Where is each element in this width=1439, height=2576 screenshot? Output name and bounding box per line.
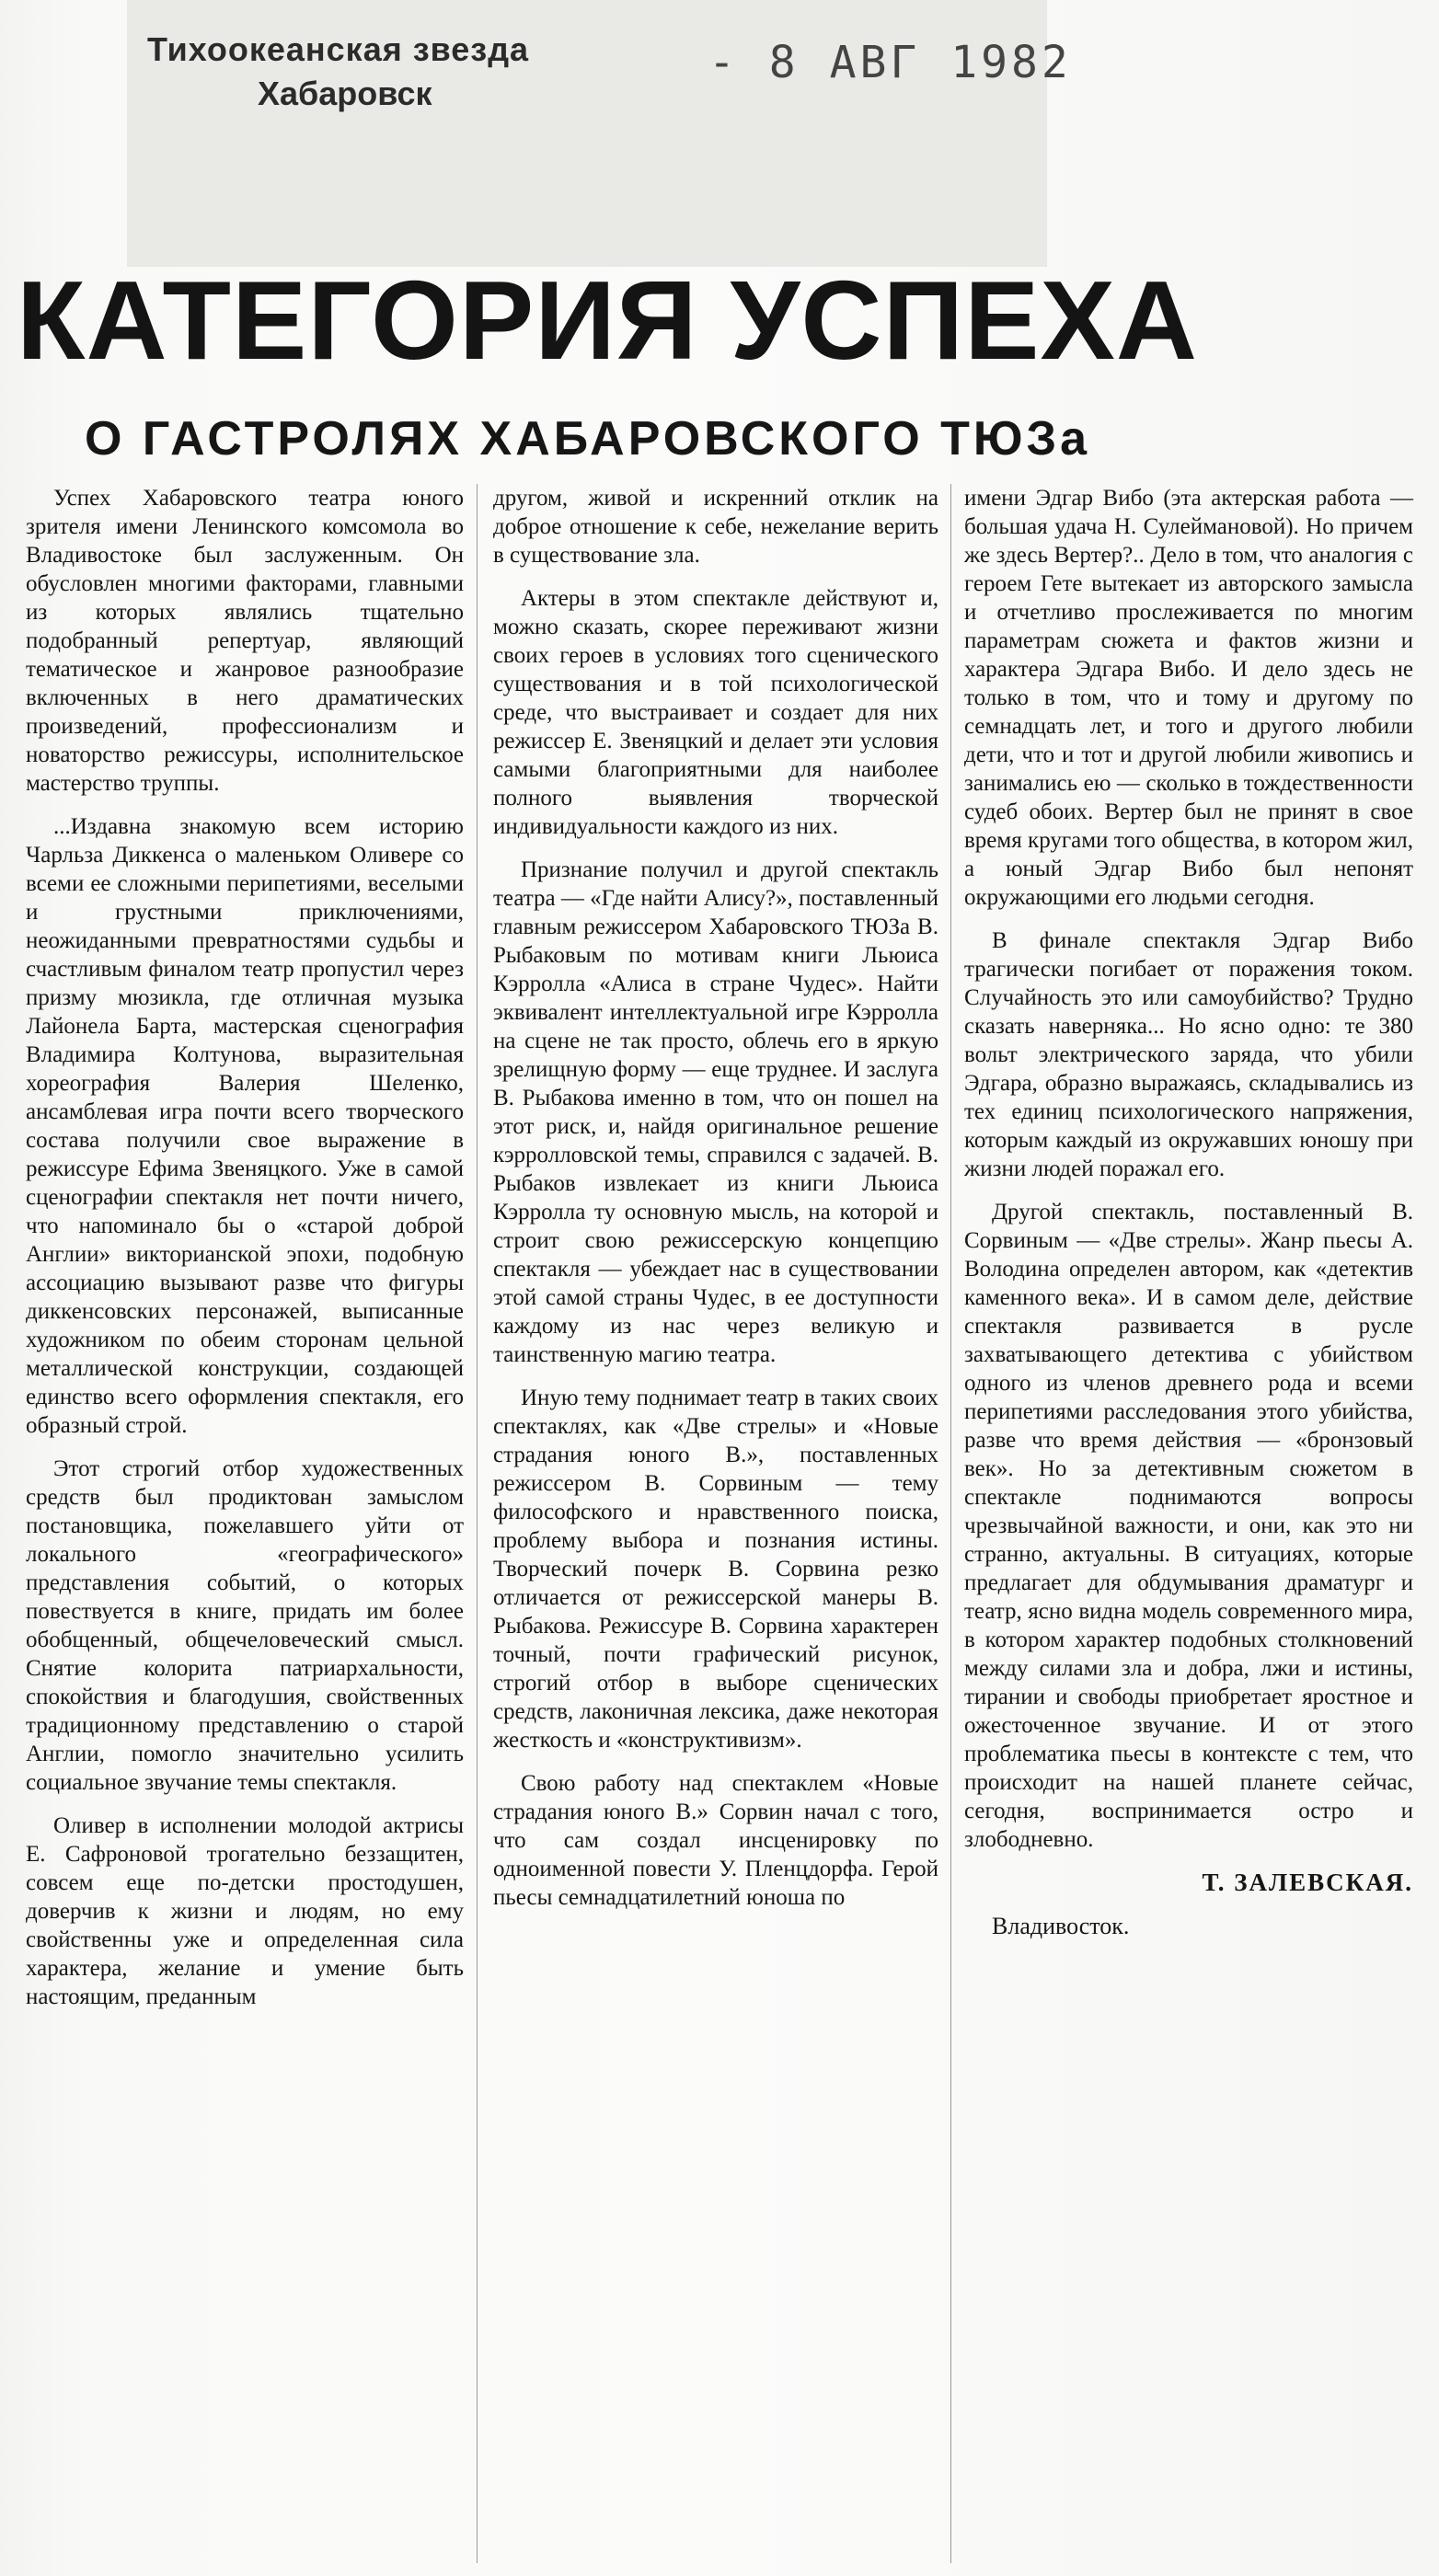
publication-date: - 8 АВГ 1982: [708, 37, 1072, 88]
article-headline: КАТЕГОРИЯ УСПЕХА: [17, 258, 1199, 383]
paragraph: Признание получил и другой спектакль театра — «Где найти Алису?», поставленный главным режиссером Хабаровского ТЮЗа В. Рыбаковым по мотивам книги Льюиса Кэрролла «Алиса в стране Чудес». Найти эквивалент интеллектуальной игре Кэрролла на сцене не так просто, облечь его в яркую зрелищную форму — еще труднее. И заслуга В. Рыбакова именно в том, что он пошел на этот риск, и, найдя оригинальное решение кэрролловской темы, справился с задачей. В. Рыбаков извлекает из книги Льюиса Кэрролла ту основную мысль, на которой и строит свою режиссерскую концепцию спектакля — убеждает нас в существовании этой самой страны Чудес, в ее доступности каждому из нас через великую и таинственную магию театра.: [493, 857, 938, 1367]
paragraph: Актеры в этом спектакле действуют и, можно сказать, скорее переживают жизни своих героев в условиях того сценического существования и в той психологической среде, что выстраивает и создает для них режиссер Е. Звеняцкий и делает эти условия самыми благоприятными для наиболее полного выявления творческой индивидуальности каждого из них.: [493, 586, 938, 839]
paragraph: Иную тему поднимает театр в таких своих спектаклях, как «Две стрелы» и «Новые страдания юного В.», поставленных режиссером В. Сорвиным — тему философского и нравственного поиска, проблему выбора и познания истины. Творческий почерк В. Сорвина резко отличается от режиссерской манеры В. Рыбакова. Режиссуре В. Сорвина характерен точный, почти графический рисунок, строгий отбор в выборе сценических средств, лаконичная лексика, даже некоторая жесткость и «конструктивизм».: [493, 1386, 938, 1753]
paragraph: В финале спектакля Эдгар Вибо трагически погибает от поражения током. Случайность это или самоубийство? Трудно сказать наверняка... Но ясно одно: те 380 вольт электрического заряда, что убили Эдгара, образно выражаясь, складывались из тех единиц психологического напряжения, которым каждый из окружавших юношу при жизни людей поражал его.: [964, 928, 1413, 1181]
article-column-2: [493, 484, 938, 1926]
column-divider: [950, 484, 951, 2563]
paragraph: Свою работу над спектаклем «Новые страдания юного В.» Сорвин начал с того, что сам создал инсценировку по одноименной повести У. Пленцдорфа. Герой пьесы семнадцатилетний юноша по: [493, 1771, 938, 1910]
article-column-3: [964, 484, 1413, 1955]
paragraph: имени Эдгар Вибо (эта актерская работа — большая удача Н. Сулеймановой). Но причем же здесь Вертер?.. Дело в том, что аналогия с героем Гете вытекает из авторского замысла и отчетливо прослеживается по многим параметрам сюжета и фактов жизни и характера Эдгара Вибо. И дело здесь не только в том, что и тому и другому по семнадцать лет, и того и другого любили дети, что и тот и другой любили живопись и занимались ею — сколько в тождественности судеб обоих. Вертер был не принят в свое время кругами того общества, в котором жил, а юный Эдгар Вибо был непонят окружающими его людьми сегодня.: [964, 486, 1413, 910]
article-column-1: [26, 484, 464, 2026]
article-subheadline: О ГАСТРОЛЯХ ХАБАРОВСКОГО ТЮЗа: [85, 412, 1091, 466]
paragraph: другом, живой и искренний отклик на доброе отношение к себе, нежелание верить в существование зла.: [493, 486, 938, 568]
newspaper-name: Тихоокеанская звезда: [147, 30, 530, 68]
source-stamp: [147, 28, 662, 116]
author-signature: Т. ЗАЛЕВСКАЯ.: [1202, 1869, 1413, 1896]
column-divider: [477, 484, 478, 2563]
paragraph: Успех Хабаровского театра юного зрителя имени Ленинского комсомола во Владивостоке был заслуженным. Он обусловлен многими факторами, главными из которых являлись тщательно подобранный репертуар, являющий тематическое и жанровое разнообразие включенных в него драматических произведений, профессионализм и новаторство режиссуры, исполнительское мастерство труппы.: [26, 486, 464, 796]
paragraph: ...Издавна знакомую всем историю Чарльза Диккенса о маленьком Оливере со всеми ее сложными перипетиями, веселыми и грустными приключениями, неожиданными превратностями судьбы и счастливым финалом театр пропустил через призму мюзикла, где отличная музыка Лайонела Барта, мастерская сценография Владимира Колтунова, выразительная хореография Валерия Шеленко, ансамблевая игра почти всего творческого состава получили свое выражение в режиссуре Ефима Звеняцкого. Уже в самой сценографии спектакля нет почти ничего, что напоминало бы о «старой доброй Англии» викторианской эпохи, подобную ассоциацию вызывают разве что фигуры диккенсовских персонажей, выписанные художником по обеим сторонам цельной металлической конструкции, создающей единство всего оформления спектакля, его образный строй.: [26, 814, 464, 1438]
paragraph: Оливер в исполнении молодой актрисы Е. Сафроновой трогательно беззащитен, совсем еще по-детски простодушен, доверчив к жизни и людям, но ему свойственны уже и определенная сила характера, желание и умение быть настоящим, преданным: [26, 1813, 464, 2009]
paragraph: Этот строгий отбор художественных средств был продиктован замыслом постановщика, пожелавшего уйти от локального «географического» представления событий, о которых повествуется в книге, придать им более обобщенный, общечеловеческий смысл. Снятие колорита патриархальности, спокойствия и благодушия, свойственных традиционному представлению о старой Англии, помогло значительно усилить социальное звучание темы спектакля.: [26, 1456, 464, 1795]
paragraph: Другой спектакль, поставленный В. Сорвиным — «Две стрелы». Жанр пьесы А. Володина определен автором, как «детектив каменного века». И в самом деле, действие спектакля развивается в русле захватывающего детектива с убийством одного из членов древнего рода и всеми перипетиями расследования этого убийства, разве что время действия — «бронзовый век». Но за детективным сюжетом в спектакле поднимаются вопросы чрезвычайной важности, и они, как это ни странно, актуальны. В ситуациях, которые предлагает для обдумывания драматург и театр, ясно видна модель современного мира, в котором характер подобных столкновений между силами зла и добра, лжи и истины, тирании и свободы приобретает яростное и ожесточенное звучание. И от этого проблематика пьесы в контексте с тем, что происходит на нашей планете сейчас, сегодня, воспринимается остро и злободневно.: [964, 1200, 1413, 1852]
newspaper-city: Хабаровск: [258, 75, 432, 112]
dateline-location: Владивосток.: [992, 1913, 1130, 1939]
